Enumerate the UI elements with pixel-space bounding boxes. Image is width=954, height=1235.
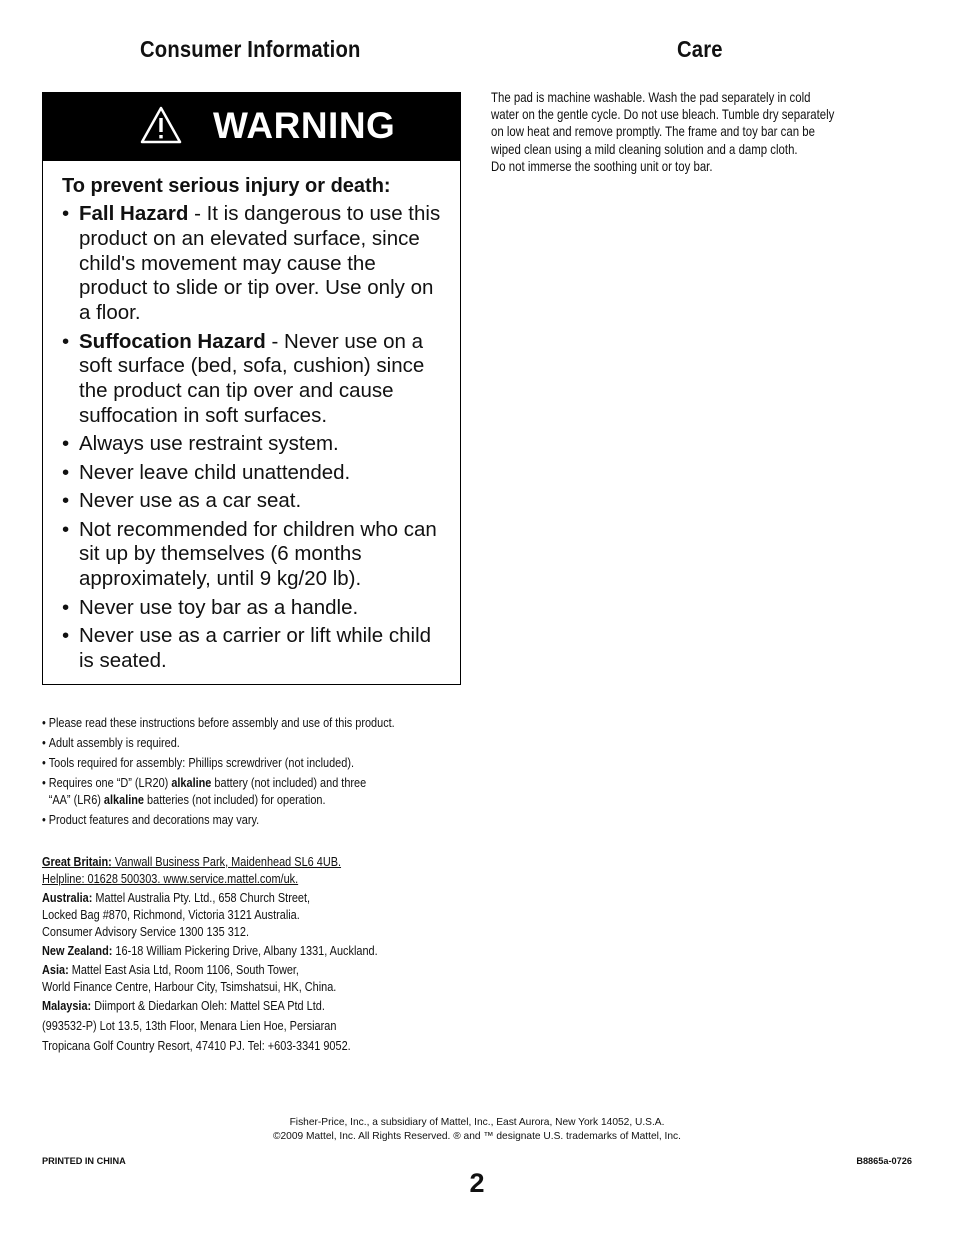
address-malaysia <box>42 997 479 1054</box>
note-batteries <box>42 774 469 808</box>
care-line: The pad is machine washable. Wash the pad separately in cold <box>491 90 811 105</box>
care-line: wiped clean using a mild cleaning solution and a damp cloth. <box>491 141 798 157</box>
warning-item-fall-hazard <box>62 202 442 326</box>
address-australia <box>42 889 479 940</box>
warning-item-restraint <box>62 432 442 457</box>
footer-legal <box>0 1116 954 1144</box>
address-asia <box>42 961 479 995</box>
warning-header <box>43 93 460 161</box>
note-bold: alkaline <box>103 792 145 807</box>
warning-triangle-icon <box>140 106 182 144</box>
address-helpline-link[interactable]: Helpline: 01628 500303. www.service.mattel.com/uk. <box>42 871 299 886</box>
note-features-vary: • Product features and decorations may vary. <box>42 811 469 828</box>
address-label: Great Britain: <box>42 854 112 869</box>
note-text: Requires one “D” (LR20) <box>48 775 172 790</box>
document-code: B8865a-0726 <box>856 1156 912 1166</box>
note-bold: alkaline <box>171 775 212 790</box>
address-text: (993532-P) Lot 13.5, 13th Floor, Menara Lien Hoe, Persiaran <box>42 1018 337 1033</box>
note-read-instructions: • Please read these instructions before assembly and use of this product. <box>42 714 469 731</box>
warning-item-carrier <box>62 624 442 674</box>
warning-item-text: Not recommended for children who can sit up by themselves (6 months approximately, until 9 kg/20 lb). <box>79 517 437 591</box>
warning-item-text: - Never use on a soft surface (bed, sofa, cushion) since the product can tip over and cause suffocation in soft surfaces. <box>79 329 425 427</box>
note-tools: • Tools required for assembly: Phillips screwdriver (not included). <box>42 754 469 771</box>
warning-item-toy-bar <box>62 596 442 621</box>
care-line: water on the gentle cycle. Do not use bleach. Tumble dry separately <box>491 107 835 123</box>
address-text: Consumer Advisory Service 1300 135 312. <box>42 924 249 939</box>
warning-body <box>43 161 460 674</box>
footer-company: Fisher-Price, Inc., a subsidiary of Mattel, Inc., East Aurora, New York 14052, U.S.A. <box>289 1117 665 1128</box>
note-adult-assembly: • Adult assembly is required. <box>42 734 469 751</box>
page-number: 2 <box>469 1168 485 1198</box>
warning-lead: To prevent serious injury or death: <box>62 175 391 197</box>
address-text: Mattel Australia Pty. Ltd., 658 Church Street, <box>92 890 311 905</box>
address-label: New Zealand: <box>42 943 113 958</box>
warning-box <box>42 92 461 685</box>
assembly-notes <box>42 714 472 831</box>
warning-item-text: Always use restraint system. <box>79 432 339 456</box>
warning-item-text: Never leave child unattended. <box>79 460 351 484</box>
address-label: Australia: <box>42 890 93 905</box>
consumer-addresses <box>42 853 562 1056</box>
warning-item-car-seat <box>62 489 442 514</box>
note-text: “AA” (LR6) <box>48 792 104 807</box>
warning-title: WARNING <box>213 105 396 146</box>
care-heading: Care <box>677 36 723 62</box>
warning-item-age-limit <box>62 518 442 592</box>
warning-item-text: Never use as a car seat. <box>79 489 302 513</box>
address-text: 16-18 William Pickering Drive, Albany 1331, Auckland. <box>112 943 378 958</box>
care-line: Do not immerse the soothing unit or toy bar. <box>491 158 713 174</box>
warning-item-bold: Fall Hazard <box>79 202 189 225</box>
note-text: battery (not included) and three <box>211 775 367 790</box>
address-new-zealand <box>42 942 479 959</box>
printed-in-label: PRINTED IN CHINA <box>42 1156 126 1166</box>
address-label: Asia: <box>42 962 69 977</box>
consumer-information-heading: Consumer Information <box>140 36 361 62</box>
warning-item-suffocation-hazard <box>62 330 442 429</box>
note-text: batteries (not included) for operation. <box>144 792 326 807</box>
address-great-britain <box>42 853 479 887</box>
warning-item-unattended <box>62 461 442 486</box>
address-text: World Finance Centre, Harbour City, Tsimshatsui, HK, China. <box>42 979 337 994</box>
address-text: Diimport & Diedarkan Oleh: Mattel SEA Ptd Ltd. <box>91 998 325 1013</box>
address-text: Tropicana Golf Country Resort, 47410 PJ. Tel: +603-3341 9052. <box>42 1038 351 1053</box>
footer-copyright: ©2009 Mattel, Inc. All Rights Reserved. ® and ™ designate U.S. trademarks of Mattel, Inc. <box>273 1131 681 1142</box>
address-label: Malaysia: <box>42 998 92 1013</box>
warning-item-text: Never use toy bar as a handle. <box>79 595 359 619</box>
warning-list <box>62 202 442 674</box>
warning-item-bold: Suffocation Hazard <box>79 329 266 353</box>
care-line: on low heat and remove promptly. The frame and toy bar can be <box>491 124 815 140</box>
warning-item-text: - It is dangerous to use this product on an elevated surface, since child's movement may cause the product to slide or tip over. Use only on a floor. <box>79 202 441 325</box>
address-text: Mattel East Asia Ltd, Room 1106, South Tower, <box>68 962 299 977</box>
warning-item-text: Never use as a carrier or lift while child is seated. <box>79 623 432 672</box>
address-text: Locked Bag #870, Richmond, Victoria 3121 Australia. <box>42 907 300 922</box>
address-text: Vanwall Business Park, Maidenhead SL6 4UB. <box>111 854 342 869</box>
care-instructions <box>491 89 911 175</box>
